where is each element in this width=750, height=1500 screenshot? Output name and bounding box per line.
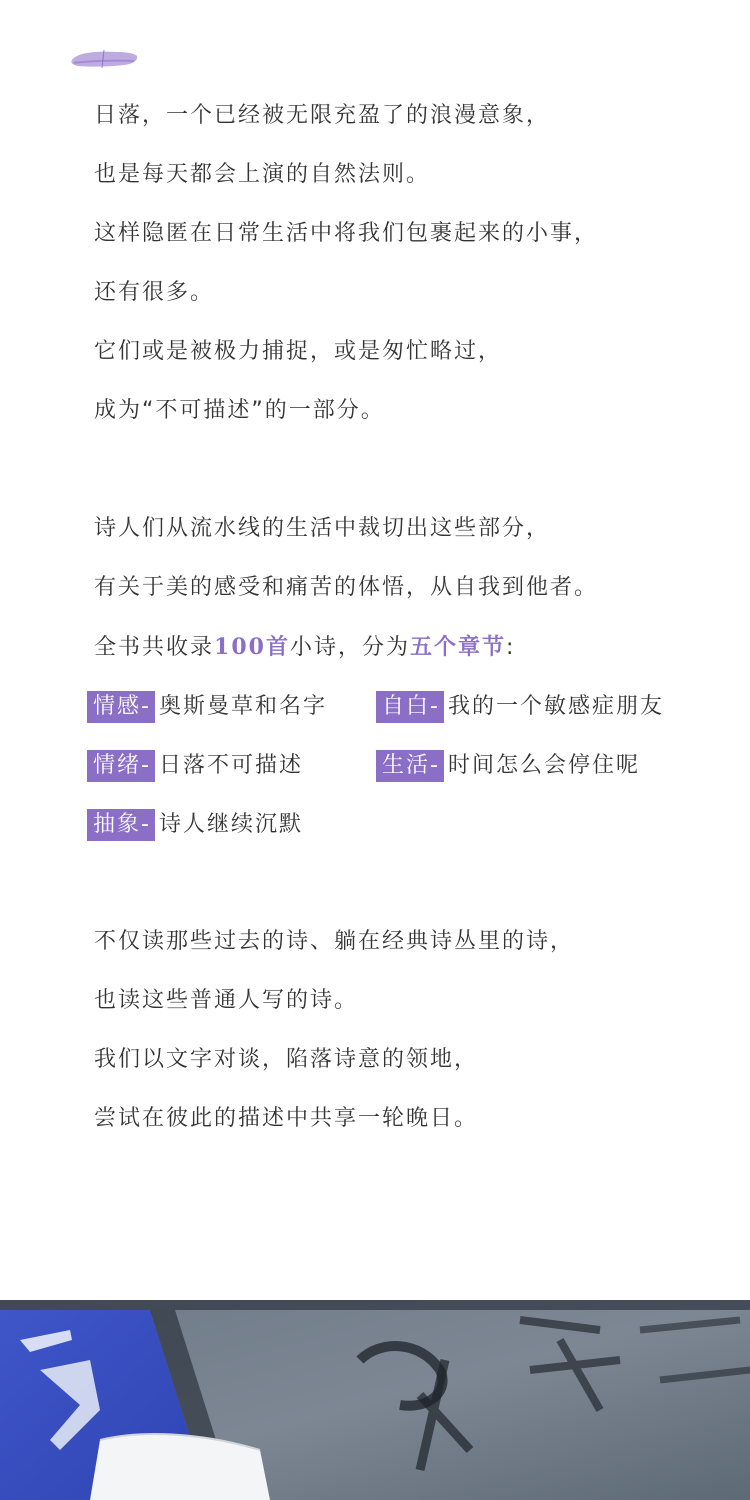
text-line: 日落，一个已经被无限充盈了的浪漫意象， — [94, 103, 551, 128]
text-line: 不仅读那些过去的诗、躺在经典诗丛里的诗， — [94, 929, 575, 954]
chapter-title: 时间怎么会停住呢 — [447, 753, 640, 778]
chapter-item — [87, 691, 327, 723]
chapter-tag: 情绪- — [87, 750, 155, 782]
chapter-title: 诗人继续沉默 — [158, 812, 303, 837]
text-line: 这样隐匿在日常生活中将我们包裹起来的小事， — [94, 221, 599, 246]
text-line: 诗人们从流水线的生活中裁切出这些部分， — [94, 516, 551, 541]
chapter-title: 日落不可描述 — [158, 753, 303, 778]
text-line: 有关于美的感受和痛苦的体悟，从自我到他者。 — [94, 575, 599, 600]
summary-middle: 小诗，分为 — [289, 635, 410, 660]
poem-count: 100首 — [214, 634, 290, 660]
chapter-tag: 情感- — [87, 691, 155, 723]
chapter-tag: 生活- — [376, 750, 444, 782]
chapter-title: 我的一个敏感症朋友 — [447, 694, 664, 719]
text-line: 也读这些普通人写的诗。 — [94, 988, 359, 1013]
chapter-tag: 自白- — [376, 691, 444, 723]
chapter-title: 奥斯曼草和名字 — [158, 694, 327, 719]
chapter-item — [376, 691, 664, 723]
text-line: 还有很多。 — [94, 280, 215, 305]
text-line: 它们或是被极力捕捉，或是匆忙略过， — [94, 339, 503, 364]
summary-line — [94, 632, 515, 663]
text-line: 成为“不可描述”的一部分。 — [94, 398, 385, 423]
text-line: 也是每天都会上演的自然法则。 — [94, 162, 431, 187]
book-cover-image — [0, 1300, 750, 1500]
chapter-count: 五个章节 — [409, 634, 506, 660]
chapter-item — [376, 750, 640, 782]
chapter-item — [87, 809, 303, 841]
purple-brush-stroke-icon — [68, 46, 140, 72]
summary-suffix: : — [505, 635, 516, 660]
text-line: 我们以文字对谈，陷落诗意的领地， — [94, 1047, 479, 1072]
chapter-tag: 抽象- — [87, 809, 155, 841]
book-cover-photo — [0, 1300, 750, 1500]
text-line: 尝试在彼此的描述中共享一轮晚日。 — [94, 1106, 479, 1131]
summary-prefix: 全书共收录 — [94, 635, 215, 660]
chapter-item — [87, 750, 303, 782]
